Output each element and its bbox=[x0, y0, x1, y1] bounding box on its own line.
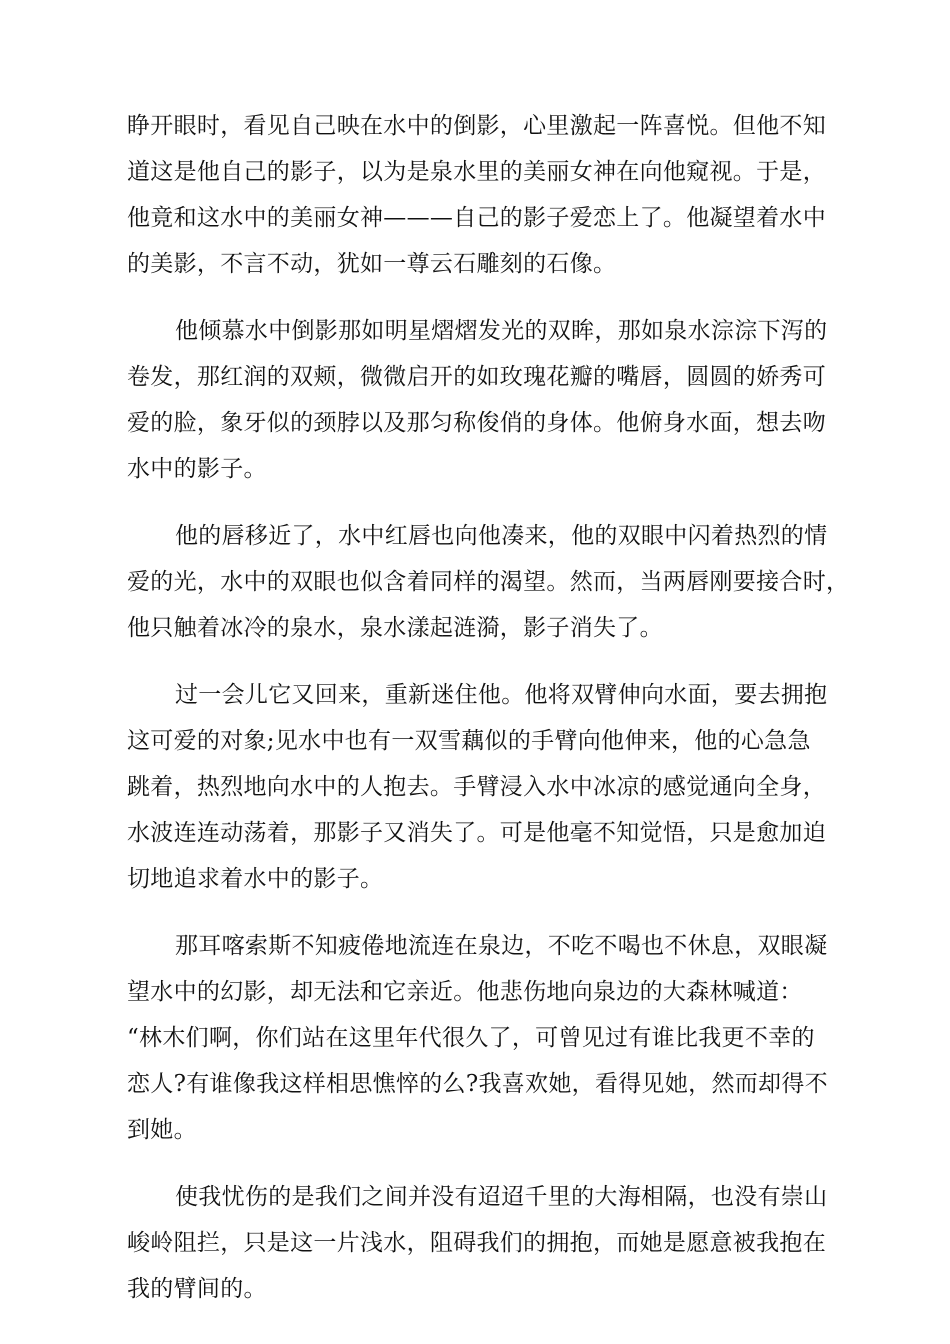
text-line: 切地追求着水中的影子。 bbox=[127, 866, 384, 892]
text-line: 他倾慕水中倒影那如明星熠熠发光的双眸，那如泉水淙淙下泻的 bbox=[175, 318, 828, 344]
text-line: 到她。 bbox=[127, 1117, 197, 1143]
text-line: “林木们啊，你们站在这里年代很久了，可曾见过有谁比我更不幸的 bbox=[127, 1025, 815, 1051]
text-line: 我的臂间的。 bbox=[127, 1276, 267, 1302]
paragraph-4 bbox=[127, 672, 837, 902]
text-line: 他的唇移近了，水中红唇也向他凑来，他的双眼中闪着热烈的情 bbox=[175, 523, 828, 549]
text-line: 恋人?有谁像我这样相思憔悴的么?我喜欢她，看得见她，然而却得不 bbox=[127, 1071, 828, 1097]
paragraph-3 bbox=[127, 513, 850, 651]
text-line: 爱的光，水中的双眼也似含着同样的渴望。然而，当两唇刚要接合时， bbox=[127, 569, 850, 595]
text-line: 使我忧伤的是我们之间并没有迢迢千里的大海相隔，也没有崇山 bbox=[175, 1184, 828, 1210]
text-line: 他只触着冰冷的泉水，泉水漾起涟漪，影子消失了。 bbox=[127, 615, 663, 641]
text-line: 的美影，不言不动，犹如一尊云石雕刻的石像。 bbox=[127, 251, 617, 277]
paragraph-6 bbox=[127, 1174, 837, 1312]
text-line: 水波连连动荡着，那影子又消失了。可是他毫不知觉悟，只是愈加迫 bbox=[127, 820, 826, 846]
text-line: 跳着，热烈地向水中的人抱去。手臂浸入水中冰凉的感觉通向全身， bbox=[127, 774, 826, 800]
text-line: 爱的脸，象牙似的颈脖以及那匀称俊俏的身体。他俯身水面，想去吻 bbox=[127, 410, 826, 436]
text-line: 卷发，那红润的双颊，微微启开的如玫瑰花瓣的嘴唇，圆圆的娇秀可 bbox=[127, 364, 826, 390]
text-line: 那耳喀索斯不知疲倦地流连在泉边，不吃不喝也不休息，双眼凝 bbox=[175, 933, 828, 959]
text-line: 道这是他自己的影子，以为是泉水里的美丽女神在向他窥视。于是， bbox=[127, 159, 826, 185]
paragraph-5 bbox=[127, 923, 837, 1153]
text-line: 峻岭阻拦，只是这一片浅水，阻碍我们的拥抱，而她是愿意被我抱在 bbox=[127, 1230, 826, 1256]
text-line: 这可爱的对象;见水中也有一双雪藕似的手臂向他伸来，他的心急急 bbox=[127, 728, 811, 754]
text-line: 过一会儿它又回来，重新迷住他。他将双臂伸向水面，要去拥抱 bbox=[175, 682, 828, 708]
body-text bbox=[127, 103, 850, 1333]
text-line: 水中的影子。 bbox=[127, 456, 267, 482]
text-line: 望水中的幻影，却无法和它亲近。他悲伤地向泉边的大森林喊道： bbox=[127, 979, 803, 1005]
paragraph-1 bbox=[127, 103, 837, 287]
text-line: 他竟和这水中的美丽女神———自己的影子爱恋上了。他凝望着水中 bbox=[127, 205, 826, 231]
paragraph-2 bbox=[127, 308, 837, 492]
text-line: 睁开眼时，看见自己映在水中的倒影，心里激起一阵喜悦。但他不知 bbox=[127, 113, 826, 139]
